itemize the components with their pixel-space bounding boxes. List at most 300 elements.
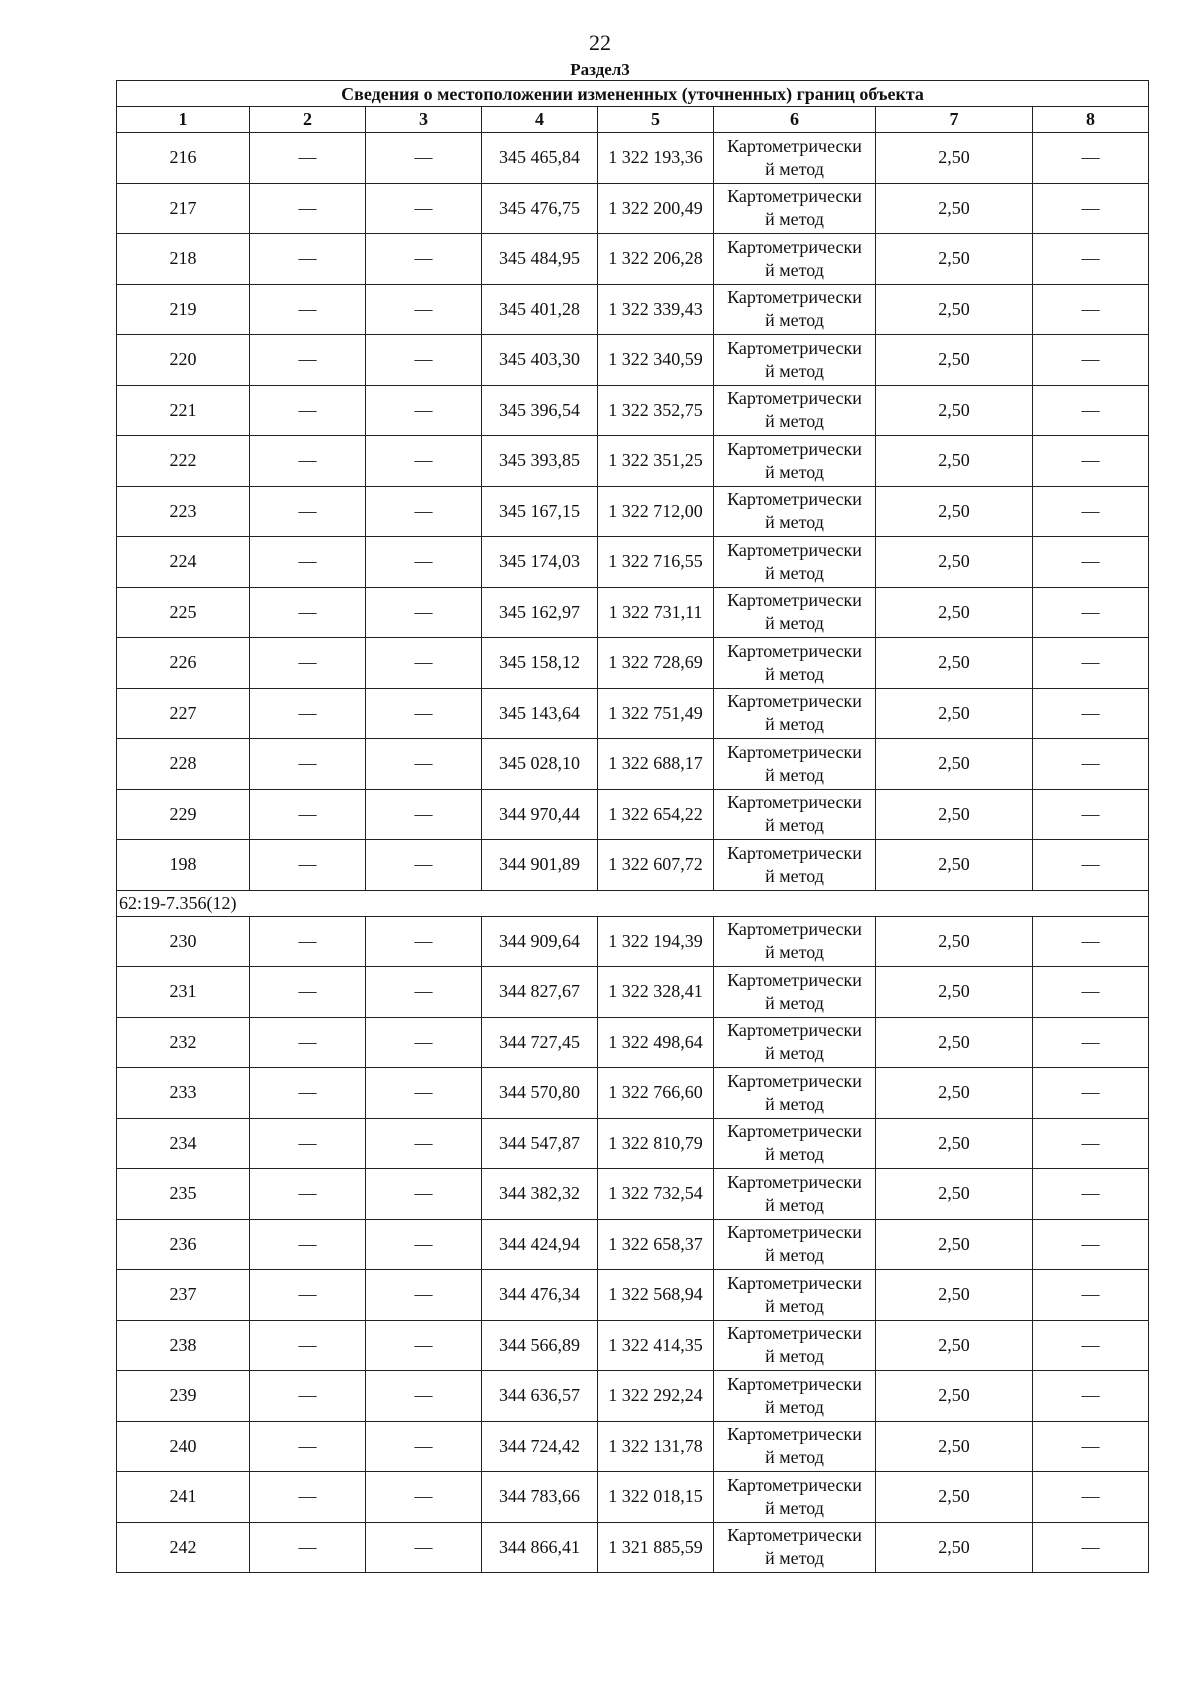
method-line: й метод: [765, 562, 824, 583]
dash-cell: —: [366, 916, 482, 967]
table-row: [117, 840, 1149, 891]
y-coordinate-cell: 1 322 194,39: [598, 916, 714, 967]
precision-cell: 2,50: [876, 1421, 1033, 1472]
method-line: й метод: [765, 663, 824, 684]
x-coordinate-cell: 344 970,44: [482, 789, 598, 840]
dash-cell: —: [366, 133, 482, 184]
dash-cell: —: [250, 638, 366, 689]
point-number-cell: 230: [117, 916, 250, 967]
method-cell: [714, 335, 876, 386]
x-coordinate-cell: 345 393,85: [482, 436, 598, 487]
method-line: й метод: [765, 1245, 824, 1266]
method-line: й метод: [765, 259, 824, 280]
method-line: Картометрически: [727, 741, 862, 762]
point-number-cell: 234: [117, 1118, 250, 1169]
point-number-cell: 240: [117, 1421, 250, 1472]
y-coordinate-cell: 1 322 352,75: [598, 385, 714, 436]
table-row: [117, 436, 1149, 487]
method-line: й метод: [765, 1396, 824, 1417]
y-coordinate-cell: 1 322 339,43: [598, 284, 714, 335]
x-coordinate-cell: 345 162,97: [482, 587, 598, 638]
dash-cell: —: [250, 1371, 366, 1422]
precision-cell: 2,50: [876, 1371, 1033, 1422]
table-row: [117, 967, 1149, 1018]
dash-cell: —: [1033, 1421, 1149, 1472]
point-number-cell: 232: [117, 1017, 250, 1068]
precision-cell: 2,50: [876, 1219, 1033, 1270]
dash-cell: —: [366, 789, 482, 840]
method-cell: [714, 1169, 876, 1220]
method-cell: [714, 486, 876, 537]
precision-cell: 2,50: [876, 1017, 1033, 1068]
y-coordinate-cell: 1 322 340,59: [598, 335, 714, 386]
dash-cell: —: [1033, 1017, 1149, 1068]
x-coordinate-cell: 345 028,10: [482, 739, 598, 790]
x-coordinate-cell: 345 396,54: [482, 385, 598, 436]
method-cell: [714, 537, 876, 588]
point-number-cell: 229: [117, 789, 250, 840]
precision-cell: 2,50: [876, 1118, 1033, 1169]
dash-cell: —: [250, 1522, 366, 1573]
dash-cell: —: [250, 1219, 366, 1270]
dash-cell: —: [1033, 436, 1149, 487]
method-line: Картометрически: [727, 1020, 862, 1041]
method-line: й метод: [765, 714, 824, 735]
group-label: 62:19-7.356(12): [117, 890, 1149, 916]
method-cell: [714, 789, 876, 840]
dash-cell: —: [366, 1270, 482, 1321]
method-line: Картометрически: [727, 1222, 862, 1243]
dash-cell: —: [250, 789, 366, 840]
dash-cell: —: [250, 1068, 366, 1119]
point-number-cell: 219: [117, 284, 250, 335]
dash-cell: —: [250, 133, 366, 184]
precision-cell: 2,50: [876, 234, 1033, 285]
method-cell: [714, 1118, 876, 1169]
method-line: Картометрически: [727, 969, 862, 990]
table-body: [117, 133, 1149, 1573]
x-coordinate-cell: 344 566,89: [482, 1320, 598, 1371]
dash-cell: —: [250, 1270, 366, 1321]
dash-cell: —: [250, 1017, 366, 1068]
precision-cell: 2,50: [876, 688, 1033, 739]
dash-cell: —: [366, 1320, 482, 1371]
y-coordinate-cell: 1 322 200,49: [598, 183, 714, 234]
y-coordinate-cell: 1 322 732,54: [598, 1169, 714, 1220]
x-coordinate-cell: 344 476,34: [482, 1270, 598, 1321]
method-line: й метод: [765, 1346, 824, 1367]
method-line: Картометрически: [727, 590, 862, 611]
method-line: Картометрически: [727, 489, 862, 510]
table-header-row: [117, 107, 1149, 133]
point-number-cell: 224: [117, 537, 250, 588]
x-coordinate-cell: 345 158,12: [482, 638, 598, 689]
dash-cell: —: [1033, 385, 1149, 436]
method-line: Картометрически: [727, 1323, 862, 1344]
x-coordinate-cell: 344 382,32: [482, 1169, 598, 1220]
dash-cell: —: [366, 1169, 482, 1220]
x-coordinate-cell: 344 866,41: [482, 1522, 598, 1573]
point-number-cell: 216: [117, 133, 250, 184]
dash-cell: —: [1033, 133, 1149, 184]
y-coordinate-cell: 1 322 607,72: [598, 840, 714, 891]
method-cell: [714, 1270, 876, 1321]
dash-cell: —: [250, 1169, 366, 1220]
table-row: [117, 789, 1149, 840]
x-coordinate-cell: 344 901,89: [482, 840, 598, 891]
dash-cell: —: [366, 1522, 482, 1573]
dash-cell: —: [366, 335, 482, 386]
method-line: Картометрически: [727, 1424, 862, 1445]
method-cell: [714, 916, 876, 967]
precision-cell: 2,50: [876, 486, 1033, 537]
point-number-cell: 226: [117, 638, 250, 689]
dash-cell: —: [1033, 1118, 1149, 1169]
y-coordinate-cell: 1 322 328,41: [598, 967, 714, 1018]
x-coordinate-cell: 344 636,57: [482, 1371, 598, 1422]
method-line: Картометрически: [727, 539, 862, 560]
table-row: [117, 537, 1149, 588]
x-coordinate-cell: 344 783,66: [482, 1472, 598, 1523]
method-line: й метод: [765, 1447, 824, 1468]
table-row: [117, 916, 1149, 967]
method-cell: [714, 1068, 876, 1119]
method-line: Картометрически: [727, 1171, 862, 1192]
method-line: Картометрически: [727, 792, 862, 813]
method-line: Картометрически: [727, 691, 862, 712]
precision-cell: 2,50: [876, 537, 1033, 588]
method-line: Картометрически: [727, 842, 862, 863]
y-coordinate-cell: 1 322 568,94: [598, 1270, 714, 1321]
point-number-cell: 220: [117, 335, 250, 386]
method-line: Картометрически: [727, 1121, 862, 1142]
dash-cell: —: [366, 587, 482, 638]
precision-cell: 2,50: [876, 133, 1033, 184]
dash-cell: —: [366, 1472, 482, 1523]
table-caption-row: [117, 81, 1149, 107]
x-coordinate-cell: 345 401,28: [482, 284, 598, 335]
y-coordinate-cell: 1 322 716,55: [598, 537, 714, 588]
dash-cell: —: [366, 840, 482, 891]
method-line: й метод: [765, 209, 824, 230]
method-line: й метод: [765, 1497, 824, 1518]
dash-cell: —: [1033, 1320, 1149, 1371]
method-line: й метод: [765, 992, 824, 1013]
dash-cell: —: [250, 688, 366, 739]
method-line: Картометрически: [727, 135, 862, 156]
dash-cell: —: [1033, 739, 1149, 790]
dash-cell: —: [1033, 587, 1149, 638]
dash-cell: —: [366, 486, 482, 537]
table-row: [117, 1068, 1149, 1119]
point-number-cell: 227: [117, 688, 250, 739]
table-caption: Сведения о местоположении измененных (уточненных) границ объекта: [117, 81, 1149, 107]
method-line: Картометрически: [727, 287, 862, 308]
precision-cell: 2,50: [876, 638, 1033, 689]
x-coordinate-cell: 344 724,42: [482, 1421, 598, 1472]
precision-cell: 2,50: [876, 967, 1033, 1018]
method-line: й метод: [765, 865, 824, 886]
table-row: [117, 1169, 1149, 1220]
column-header: 2: [250, 107, 366, 133]
method-line: й метод: [765, 1295, 824, 1316]
dash-cell: —: [1033, 486, 1149, 537]
x-coordinate-cell: 344 424,94: [482, 1219, 598, 1270]
method-line: й метод: [765, 1194, 824, 1215]
dash-cell: —: [250, 234, 366, 285]
y-coordinate-cell: 1 322 688,17: [598, 739, 714, 790]
table-row: [117, 234, 1149, 285]
precision-cell: 2,50: [876, 789, 1033, 840]
method-line: Картометрически: [727, 640, 862, 661]
precision-cell: 2,50: [876, 284, 1033, 335]
table-row: [117, 739, 1149, 790]
dash-cell: —: [1033, 1270, 1149, 1321]
dash-cell: —: [1033, 916, 1149, 967]
table-row: [117, 587, 1149, 638]
dash-cell: —: [250, 1472, 366, 1523]
x-coordinate-cell: 344 909,64: [482, 916, 598, 967]
table-row: [117, 183, 1149, 234]
dash-cell: —: [250, 335, 366, 386]
y-coordinate-cell: 1 322 766,60: [598, 1068, 714, 1119]
point-number-cell: 231: [117, 967, 250, 1018]
point-number-cell: 237: [117, 1270, 250, 1321]
x-coordinate-cell: 345 167,15: [482, 486, 598, 537]
point-number-cell: 241: [117, 1472, 250, 1523]
dash-cell: —: [366, 436, 482, 487]
method-cell: [714, 1472, 876, 1523]
table-row: [117, 133, 1149, 184]
method-line: й метод: [765, 815, 824, 836]
method-cell: [714, 133, 876, 184]
group-label-row: [117, 890, 1149, 916]
dash-cell: —: [366, 688, 482, 739]
method-cell: [714, 688, 876, 739]
method-cell: [714, 638, 876, 689]
method-line: Картометрически: [727, 1474, 862, 1495]
method-cell: [714, 234, 876, 285]
precision-cell: 2,50: [876, 183, 1033, 234]
method-line: Картометрически: [727, 186, 862, 207]
y-coordinate-cell: 1 322 731,11: [598, 587, 714, 638]
table-row: [117, 486, 1149, 537]
method-line: й метод: [765, 613, 824, 634]
method-line: Картометрически: [727, 388, 862, 409]
table-row: [117, 1371, 1149, 1422]
method-line: й метод: [765, 1043, 824, 1064]
method-cell: [714, 436, 876, 487]
dash-cell: —: [250, 385, 366, 436]
method-line: й метод: [765, 1548, 824, 1569]
table-row: [117, 638, 1149, 689]
y-coordinate-cell: 1 322 351,25: [598, 436, 714, 487]
table-row: [117, 1270, 1149, 1321]
dash-cell: —: [1033, 688, 1149, 739]
dash-cell: —: [250, 284, 366, 335]
dash-cell: —: [1033, 789, 1149, 840]
method-line: й метод: [765, 1144, 824, 1165]
precision-cell: 2,50: [876, 1068, 1033, 1119]
table-row: [117, 385, 1149, 436]
dash-cell: —: [1033, 183, 1149, 234]
dash-cell: —: [1033, 1068, 1149, 1119]
y-coordinate-cell: 1 322 206,28: [598, 234, 714, 285]
point-number-cell: 221: [117, 385, 250, 436]
method-line: й метод: [765, 1093, 824, 1114]
method-line: Картометрически: [727, 1070, 862, 1091]
precision-cell: 2,50: [876, 916, 1033, 967]
y-coordinate-cell: 1 322 292,24: [598, 1371, 714, 1422]
method-line: й метод: [765, 310, 824, 331]
column-header: 6: [714, 107, 876, 133]
dash-cell: —: [1033, 335, 1149, 386]
dash-cell: —: [250, 916, 366, 967]
y-coordinate-cell: 1 322 712,00: [598, 486, 714, 537]
method-line: й метод: [765, 512, 824, 533]
column-header: 3: [366, 107, 482, 133]
dash-cell: —: [1033, 1371, 1149, 1422]
x-coordinate-cell: 345 143,64: [482, 688, 598, 739]
table-row: [117, 1472, 1149, 1523]
table-row: [117, 1522, 1149, 1573]
y-coordinate-cell: 1 322 131,78: [598, 1421, 714, 1472]
dash-cell: —: [250, 587, 366, 638]
dash-cell: —: [366, 1371, 482, 1422]
dash-cell: —: [1033, 1219, 1149, 1270]
dash-cell: —: [250, 537, 366, 588]
method-cell: [714, 385, 876, 436]
method-line: Картометрически: [727, 1272, 862, 1293]
dash-cell: —: [366, 1017, 482, 1068]
dash-cell: —: [366, 537, 482, 588]
column-header: 1: [117, 107, 250, 133]
method-line: й метод: [765, 942, 824, 963]
dash-cell: —: [250, 486, 366, 537]
point-number-cell: 233: [117, 1068, 250, 1119]
method-line: Картометрически: [727, 919, 862, 940]
method-cell: [714, 1017, 876, 1068]
table-row: [117, 335, 1149, 386]
method-cell: [714, 1522, 876, 1573]
table-row: [117, 1320, 1149, 1371]
point-number-cell: 239: [117, 1371, 250, 1422]
point-number-cell: 225: [117, 587, 250, 638]
x-coordinate-cell: 345 484,95: [482, 234, 598, 285]
y-coordinate-cell: 1 321 885,59: [598, 1522, 714, 1573]
method-line: й метод: [765, 461, 824, 482]
dash-cell: —: [366, 234, 482, 285]
table-row: [117, 688, 1149, 739]
x-coordinate-cell: 345 476,75: [482, 183, 598, 234]
method-line: Картометрически: [727, 1525, 862, 1546]
point-number-cell: 217: [117, 183, 250, 234]
method-line: Картометрически: [727, 438, 862, 459]
point-number-cell: 218: [117, 234, 250, 285]
precision-cell: 2,50: [876, 1320, 1033, 1371]
dash-cell: —: [1033, 1472, 1149, 1523]
section-title: Раздел3: [570, 60, 630, 79]
dash-cell: —: [250, 436, 366, 487]
dash-cell: —: [366, 1421, 482, 1472]
x-coordinate-cell: 344 570,80: [482, 1068, 598, 1119]
dash-cell: —: [250, 183, 366, 234]
table-row: [117, 1017, 1149, 1068]
x-coordinate-cell: 344 827,67: [482, 967, 598, 1018]
method-line: й метод: [765, 158, 824, 179]
page-number: 22: [589, 30, 611, 55]
coordinates-table: [116, 80, 1149, 1573]
dash-cell: —: [1033, 967, 1149, 1018]
dash-cell: —: [1033, 840, 1149, 891]
point-number-cell: 235: [117, 1169, 250, 1220]
precision-cell: 2,50: [876, 739, 1033, 790]
x-coordinate-cell: 344 727,45: [482, 1017, 598, 1068]
y-coordinate-cell: 1 322 728,69: [598, 638, 714, 689]
method-cell: [714, 1320, 876, 1371]
method-cell: [714, 840, 876, 891]
table-row: [117, 1118, 1149, 1169]
dash-cell: —: [250, 739, 366, 790]
precision-cell: 2,50: [876, 1169, 1033, 1220]
y-coordinate-cell: 1 322 498,64: [598, 1017, 714, 1068]
table-row: [117, 1219, 1149, 1270]
dash-cell: —: [366, 1118, 482, 1169]
method-line: й метод: [765, 411, 824, 432]
method-cell: [714, 739, 876, 790]
dash-cell: —: [1033, 638, 1149, 689]
point-number-cell: 198: [117, 840, 250, 891]
y-coordinate-cell: 1 322 193,36: [598, 133, 714, 184]
dash-cell: —: [366, 385, 482, 436]
precision-cell: 2,50: [876, 436, 1033, 487]
column-header: 7: [876, 107, 1033, 133]
dash-cell: —: [1033, 537, 1149, 588]
point-number-cell: 236: [117, 1219, 250, 1270]
point-number-cell: 222: [117, 436, 250, 487]
dash-cell: —: [366, 967, 482, 1018]
y-coordinate-cell: 1 322 810,79: [598, 1118, 714, 1169]
dash-cell: —: [1033, 234, 1149, 285]
method-line: Картометрически: [727, 236, 862, 257]
y-coordinate-cell: 1 322 654,22: [598, 789, 714, 840]
precision-cell: 2,50: [876, 385, 1033, 436]
method-cell: [714, 587, 876, 638]
dash-cell: —: [366, 183, 482, 234]
method-cell: [714, 284, 876, 335]
x-coordinate-cell: 345 403,30: [482, 335, 598, 386]
y-coordinate-cell: 1 322 751,49: [598, 688, 714, 739]
x-coordinate-cell: 345 465,84: [482, 133, 598, 184]
method-line: й метод: [765, 360, 824, 381]
method-cell: [714, 1421, 876, 1472]
method-cell: [714, 1219, 876, 1270]
dash-cell: —: [366, 1219, 482, 1270]
precision-cell: 2,50: [876, 335, 1033, 386]
method-cell: [714, 967, 876, 1018]
method-cell: [714, 183, 876, 234]
point-number-cell: 228: [117, 739, 250, 790]
table-row: [117, 1421, 1149, 1472]
precision-cell: 2,50: [876, 1270, 1033, 1321]
y-coordinate-cell: 1 322 018,15: [598, 1472, 714, 1523]
dash-cell: —: [366, 638, 482, 689]
method-line: й метод: [765, 764, 824, 785]
column-header: 8: [1033, 107, 1149, 133]
precision-cell: 2,50: [876, 840, 1033, 891]
dash-cell: —: [366, 284, 482, 335]
precision-cell: 2,50: [876, 587, 1033, 638]
